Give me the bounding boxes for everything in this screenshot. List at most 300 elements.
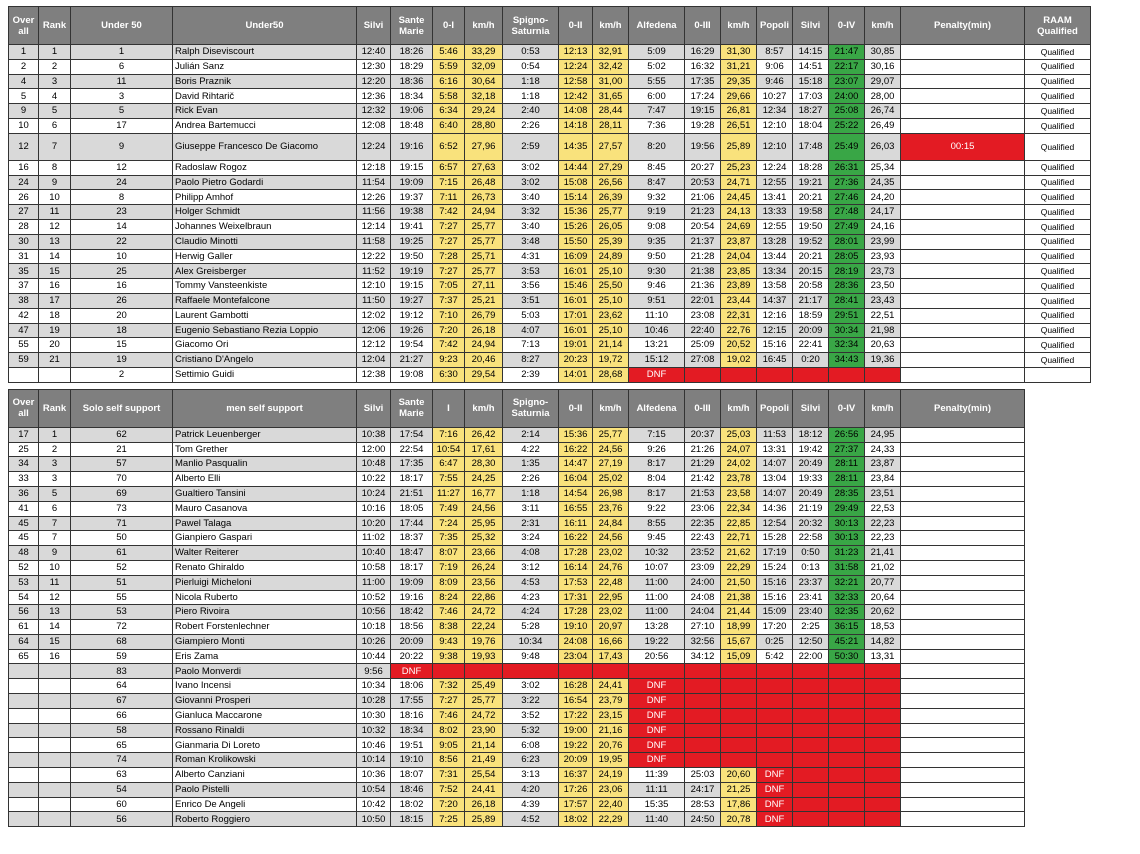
cell-silvi2 — [793, 797, 829, 812]
cell-popoli — [757, 367, 793, 382]
cell-name: Giuseppe Francesco De Giacomo — [173, 133, 357, 160]
cell-k4 — [865, 708, 901, 723]
cell-bib: 70 — [71, 472, 173, 487]
cell-k4: 14,82 — [865, 634, 901, 649]
cell-t3 — [685, 753, 721, 768]
cell-qual: Qualified — [1025, 133, 1091, 160]
cell-silvi2: 0:20 — [793, 353, 829, 368]
cell-name: Pawel Talaga — [173, 516, 357, 531]
cell-k4: 25,34 — [865, 160, 901, 175]
cell-t3: 19:15 — [685, 104, 721, 119]
cell-k4: 30,85 — [865, 45, 901, 60]
cell-overall: 53 — [9, 575, 39, 590]
cell-rank: 14 — [39, 249, 71, 264]
cell-rank — [39, 679, 71, 694]
cell-sante: 19:16 — [391, 590, 433, 605]
table-row — [9, 797, 1025, 812]
table-row — [9, 457, 1025, 472]
cell-sante: 22:54 — [391, 442, 433, 457]
cell-penalty — [901, 353, 1025, 368]
cell-k4 — [865, 797, 901, 812]
cell-t3: 27:10 — [685, 620, 721, 635]
cell-k4: 23,43 — [865, 293, 901, 308]
cell-k2: 24,89 — [593, 249, 629, 264]
cell-bib: 63 — [71, 768, 173, 783]
cell-popoli — [757, 753, 793, 768]
cell-k1: 25,77 — [465, 219, 503, 234]
cell-name: Tommy Vansteenkiste — [173, 279, 357, 294]
table-row — [9, 546, 1025, 561]
column-header: km/h — [865, 389, 901, 427]
cell-silvi2 — [793, 664, 829, 679]
column-header: Silvi — [793, 389, 829, 427]
cell-silvi2: 17:48 — [793, 133, 829, 160]
cell-overall — [9, 753, 39, 768]
cell-silvi: 10:24 — [357, 486, 391, 501]
cell-popoli: DNF — [757, 768, 793, 783]
cell-rank — [39, 797, 71, 812]
cell-name: Julián Sanz — [173, 59, 357, 74]
cell-t2: 17:26 — [559, 782, 593, 797]
cell-bib: 58 — [71, 723, 173, 738]
cell-alfedena: 13:21 — [629, 338, 685, 353]
cell-k3: 31,30 — [721, 45, 757, 60]
cell-popoli — [757, 679, 793, 694]
cell-k2: 27,57 — [593, 133, 629, 160]
cell-k3 — [721, 679, 757, 694]
cell-popoli: 15:28 — [757, 531, 793, 546]
cell-t1: 6:30 — [433, 367, 465, 382]
cell-popoli: 13:58 — [757, 279, 793, 294]
cell-bib: 1 — [71, 45, 173, 60]
cell-rank — [39, 782, 71, 797]
table-row — [9, 293, 1091, 308]
cell-t2: 16:09 — [559, 249, 593, 264]
cell-k4 — [865, 367, 901, 382]
cell-popoli: 14:07 — [757, 457, 793, 472]
cell-alfedena: 7:47 — [629, 104, 685, 119]
column-header: Popoli — [757, 389, 793, 427]
cell-alfedena: 11:40 — [629, 812, 685, 827]
cell-k1: 24,94 — [465, 205, 503, 220]
cell-k4 — [865, 768, 901, 783]
cell-silvi: 11:00 — [357, 575, 391, 590]
table-row — [9, 308, 1091, 323]
cell-penalty — [901, 338, 1025, 353]
cell-k3: 20,78 — [721, 812, 757, 827]
cell-rank: 11 — [39, 205, 71, 220]
cell-popoli: 15:09 — [757, 605, 793, 620]
cell-overall: 26 — [9, 190, 39, 205]
cell-k2: 19,72 — [593, 353, 629, 368]
cell-bib: 61 — [71, 546, 173, 561]
cell-spigno: 7:13 — [503, 338, 559, 353]
cell-overall: 59 — [9, 353, 39, 368]
cell-k1: 20,46 — [465, 353, 503, 368]
column-header: 0-I — [433, 7, 465, 45]
table-row — [9, 501, 1025, 516]
cell-alfedena: 5:55 — [629, 74, 685, 89]
cell-k3 — [721, 738, 757, 753]
cell-sante: 18:05 — [391, 501, 433, 516]
cell-popoli: 9:46 — [757, 74, 793, 89]
cell-t3: 21:36 — [685, 279, 721, 294]
cell-overall: 37 — [9, 279, 39, 294]
cell-k4: 21,02 — [865, 560, 901, 575]
cell-k2: 25,10 — [593, 264, 629, 279]
cell-overall — [9, 797, 39, 812]
table-row — [9, 753, 1025, 768]
cell-k1: 25,77 — [465, 694, 503, 709]
cell-bib: 55 — [71, 590, 173, 605]
cell-sante: 21:27 — [391, 353, 433, 368]
cell-silvi2: 0:13 — [793, 560, 829, 575]
cell-penalty — [901, 234, 1025, 249]
cell-silvi: 10:14 — [357, 753, 391, 768]
cell-k1: 24,56 — [465, 501, 503, 516]
cell-name: Mauro Casanova — [173, 501, 357, 516]
cell-k4: 24,20 — [865, 190, 901, 205]
cell-k1: 23,66 — [465, 546, 503, 561]
cell-rank: 3 — [39, 457, 71, 472]
cell-name: Ralph Diseviscourt — [173, 45, 357, 60]
cell-name: Holger Schmidt — [173, 205, 357, 220]
cell-alfedena: 9:19 — [629, 205, 685, 220]
cell-sante: 19:27 — [391, 293, 433, 308]
cell-t4: 31:58 — [829, 560, 865, 575]
cell-k1: 25,32 — [465, 531, 503, 546]
cell-rank — [39, 723, 71, 738]
cell-sante: 19:10 — [391, 753, 433, 768]
cell-popoli: 14:37 — [757, 293, 793, 308]
cell-k4: 23,99 — [865, 234, 901, 249]
cell-overall: 55 — [9, 338, 39, 353]
cell-silvi2: 23:40 — [793, 605, 829, 620]
cell-rank: 7 — [39, 531, 71, 546]
cell-sante: 18:07 — [391, 768, 433, 783]
cell-silvi2: 0:50 — [793, 546, 829, 561]
cell-alfedena: 8:17 — [629, 457, 685, 472]
cell-bib: 25 — [71, 264, 173, 279]
cell-t1: 8:02 — [433, 723, 465, 738]
cell-rank: 19 — [39, 323, 71, 338]
cell-silvi: 12:06 — [357, 323, 391, 338]
cell-popoli: 13:44 — [757, 249, 793, 264]
cell-popoli: 12:54 — [757, 516, 793, 531]
cell-rank — [39, 694, 71, 709]
cell-rank: 3 — [39, 472, 71, 487]
cell-name: Piero Rivoira — [173, 605, 357, 620]
cell-k3 — [721, 708, 757, 723]
cell-t1: 7:11 — [433, 190, 465, 205]
cell-t1: 9:23 — [433, 353, 465, 368]
cell-rank — [39, 664, 71, 679]
cell-t4: 21:47 — [829, 45, 865, 60]
cell-bib: 18 — [71, 323, 173, 338]
cell-t1: 7:24 — [433, 516, 465, 531]
cell-qual: Qualified — [1025, 118, 1091, 133]
cell-t4 — [829, 782, 865, 797]
cell-t1: 7:55 — [433, 472, 465, 487]
cell-name: Roman Krolikowski — [173, 753, 357, 768]
cell-alfedena: 11:00 — [629, 590, 685, 605]
cell-penalty — [901, 679, 1025, 694]
cell-t1: 7:05 — [433, 279, 465, 294]
cell-overall — [9, 738, 39, 753]
cell-bib: 57 — [71, 457, 173, 472]
cell-penalty — [901, 620, 1025, 635]
cell-t2: 23:04 — [559, 649, 593, 664]
cell-penalty — [901, 457, 1025, 472]
cell-silvi2 — [793, 723, 829, 738]
cell-silvi2: 20:49 — [793, 486, 829, 501]
table-row — [9, 45, 1091, 60]
cell-t3: 24:17 — [685, 782, 721, 797]
cell-sante: 19:06 — [391, 104, 433, 119]
cell-t2: 14:01 — [559, 367, 593, 382]
cell-k3: 23,89 — [721, 279, 757, 294]
cell-t1: 5:46 — [433, 45, 465, 60]
cell-k4 — [865, 782, 901, 797]
cell-k2: 23,76 — [593, 501, 629, 516]
cell-overall: 34 — [9, 457, 39, 472]
cell-silvi: 12:14 — [357, 219, 391, 234]
cell-penalty — [901, 723, 1025, 738]
cell-t4: 32:35 — [829, 605, 865, 620]
cell-t2: 15:36 — [559, 427, 593, 442]
cell-name: Roberto Roggiero — [173, 812, 357, 827]
cell-popoli: 15:16 — [757, 590, 793, 605]
cell-overall: 1 — [9, 45, 39, 60]
cell-name: Raffaele Montefalcone — [173, 293, 357, 308]
cell-k1: 26,73 — [465, 190, 503, 205]
cell-silvi: 11:56 — [357, 205, 391, 220]
cell-rank — [39, 812, 71, 827]
cell-name: Alberto Canziani — [173, 768, 357, 783]
cell-k4: 23,73 — [865, 264, 901, 279]
cell-silvi: 9:56 — [357, 664, 391, 679]
cell-bib: 26 — [71, 293, 173, 308]
cell-popoli: 12:10 — [757, 118, 793, 133]
cell-t3 — [685, 367, 721, 382]
cell-overall: 41 — [9, 501, 39, 516]
cell-alfedena: 20:56 — [629, 649, 685, 664]
cell-overall: 38 — [9, 293, 39, 308]
cell-k3: 23,85 — [721, 264, 757, 279]
cell-t2: 17:28 — [559, 605, 593, 620]
cell-t2: 17:01 — [559, 308, 593, 323]
cell-k4 — [865, 679, 901, 694]
table-row — [9, 708, 1025, 723]
cell-t3: 34:12 — [685, 649, 721, 664]
cell-sante: 19:50 — [391, 249, 433, 264]
cell-overall — [9, 679, 39, 694]
cell-spigno: 2:59 — [503, 133, 559, 160]
cell-silvi: 12:12 — [357, 338, 391, 353]
cell-t3: 24:08 — [685, 590, 721, 605]
cell-overall — [9, 768, 39, 783]
cell-bib: 71 — [71, 516, 173, 531]
cell-silvi2: 20:09 — [793, 323, 829, 338]
column-header: Over all — [9, 389, 39, 427]
cell-bib: 22 — [71, 234, 173, 249]
cell-sante: 18:34 — [391, 89, 433, 104]
cell-spigno: 4:53 — [503, 575, 559, 590]
cell-k2: 25,77 — [593, 427, 629, 442]
cell-k3: 26,51 — [721, 118, 757, 133]
cell-k1: 27,96 — [465, 133, 503, 160]
column-header: km/h — [465, 389, 503, 427]
cell-k2: 32,91 — [593, 45, 629, 60]
cell-alfedena: DNF — [629, 753, 685, 768]
cell-t1: 7:20 — [433, 797, 465, 812]
cell-k1: 24,25 — [465, 472, 503, 487]
cell-popoli: 15:16 — [757, 338, 793, 353]
cell-spigno: 2:39 — [503, 367, 559, 382]
cell-t4: 26:56 — [829, 427, 865, 442]
cell-alfedena: 8:45 — [629, 160, 685, 175]
cell-k2: 25,10 — [593, 323, 629, 338]
cell-spigno: 4:22 — [503, 442, 559, 457]
cell-name: Walter Reiterer — [173, 546, 357, 561]
cell-t4: 26:31 — [829, 160, 865, 175]
cell-t3: 21:06 — [685, 190, 721, 205]
cell-sante: 18:17 — [391, 472, 433, 487]
cell-k1: 17,61 — [465, 442, 503, 457]
cell-k4: 23,84 — [865, 472, 901, 487]
cell-popoli: 17:20 — [757, 620, 793, 635]
table-row — [9, 338, 1091, 353]
cell-name: Radoslaw Rogoz — [173, 160, 357, 175]
cell-overall: 61 — [9, 620, 39, 635]
cell-k1: 32,09 — [465, 59, 503, 74]
cell-t3 — [685, 679, 721, 694]
cell-name: Manlio Pasqualin — [173, 457, 357, 472]
column-header: Under 50 — [71, 7, 173, 45]
cell-bib: 23 — [71, 205, 173, 220]
cell-silvi2: 14:51 — [793, 59, 829, 74]
cell-silvi2: 14:15 — [793, 45, 829, 60]
cell-popoli: 13:33 — [757, 205, 793, 220]
cell-rank: 21 — [39, 353, 71, 368]
cell-silvi: 12:08 — [357, 118, 391, 133]
cell-overall: 4 — [9, 74, 39, 89]
cell-overall: 64 — [9, 634, 39, 649]
column-header: Popoli — [757, 7, 793, 45]
cell-alfedena: DNF — [629, 738, 685, 753]
cell-penalty — [901, 89, 1025, 104]
cell-name: Alberto Elli — [173, 472, 357, 487]
cell-k4: 23,50 — [865, 279, 901, 294]
cell-overall: 47 — [9, 323, 39, 338]
table-row — [9, 486, 1025, 501]
cell-silvi: 10:54 — [357, 782, 391, 797]
cell-alfedena: DNF — [629, 679, 685, 694]
cell-bib: 2 — [71, 367, 173, 382]
cell-sante: 20:09 — [391, 634, 433, 649]
cell-name: Paolo Pistelli — [173, 782, 357, 797]
cell-t4: 27:49 — [829, 219, 865, 234]
cell-penalty — [901, 546, 1025, 561]
table-row — [9, 104, 1091, 119]
cell-name: Rossano Rinaldi — [173, 723, 357, 738]
cell-name: Patrick Leuenberger — [173, 427, 357, 442]
cell-overall — [9, 694, 39, 709]
cell-t3: 17:24 — [685, 89, 721, 104]
cell-k3: 21,38 — [721, 590, 757, 605]
cell-k1: 24,72 — [465, 708, 503, 723]
cell-penalty — [901, 323, 1025, 338]
cell-sante: 19:09 — [391, 175, 433, 190]
cell-t2: 16:22 — [559, 442, 593, 457]
cell-k3: 25,89 — [721, 133, 757, 160]
cell-k1: 32,18 — [465, 89, 503, 104]
cell-t2: 16:55 — [559, 501, 593, 516]
cell-spigno: 3:11 — [503, 501, 559, 516]
cell-t3: 17:35 — [685, 74, 721, 89]
cell-silvi: 10:40 — [357, 546, 391, 561]
cell-overall: 48 — [9, 546, 39, 561]
cell-silvi: 12:24 — [357, 133, 391, 160]
table-row — [9, 472, 1025, 487]
cell-silvi: 10:48 — [357, 457, 391, 472]
cell-k4 — [865, 753, 901, 768]
cell-bib: 6 — [71, 59, 173, 74]
cell-silvi: 12:20 — [357, 74, 391, 89]
cell-rank: 8 — [39, 160, 71, 175]
cell-silvi: 10:16 — [357, 501, 391, 516]
cell-t4: 29:49 — [829, 501, 865, 516]
cell-silvi2: 23:41 — [793, 590, 829, 605]
cell-name: Gualtiero Tansini — [173, 486, 357, 501]
cell-k1: 28,80 — [465, 118, 503, 133]
cell-t3: 20:37 — [685, 427, 721, 442]
cell-bib: 62 — [71, 427, 173, 442]
cell-rank: 9 — [39, 546, 71, 561]
cell-t4 — [829, 738, 865, 753]
cell-spigno: 4:07 — [503, 323, 559, 338]
cell-spigno: 4:39 — [503, 797, 559, 812]
cell-overall: 28 — [9, 219, 39, 234]
cell-k4: 20,63 — [865, 338, 901, 353]
cell-t1: 7:27 — [433, 264, 465, 279]
cell-t3: 20:54 — [685, 219, 721, 234]
cell-t4: 27:46 — [829, 190, 865, 205]
cell-bib: 59 — [71, 649, 173, 664]
cell-overall — [9, 723, 39, 738]
cell-silvi: 10:58 — [357, 560, 391, 575]
cell-name: Claudio Minotti — [173, 234, 357, 249]
cell-silvi2: 18:12 — [793, 427, 829, 442]
cell-k1: 21,14 — [465, 738, 503, 753]
cell-k1: 24,72 — [465, 605, 503, 620]
cell-bib: 56 — [71, 812, 173, 827]
cell-sante: 19:54 — [391, 338, 433, 353]
cell-sante: 17:55 — [391, 694, 433, 709]
cell-k3: 15,09 — [721, 649, 757, 664]
cell-qual: Qualified — [1025, 89, 1091, 104]
cell-sante: 19:15 — [391, 160, 433, 175]
cell-overall: 65 — [9, 649, 39, 664]
cell-k4: 24,16 — [865, 219, 901, 234]
cell-sante: 19:19 — [391, 264, 433, 279]
cell-t4: 29:51 — [829, 308, 865, 323]
cell-popoli: 12:55 — [757, 175, 793, 190]
cell-silvi: 12:04 — [357, 353, 391, 368]
cell-alfedena: 8:17 — [629, 486, 685, 501]
cell-k1: 26,24 — [465, 560, 503, 575]
cell-sante: 18:26 — [391, 45, 433, 60]
